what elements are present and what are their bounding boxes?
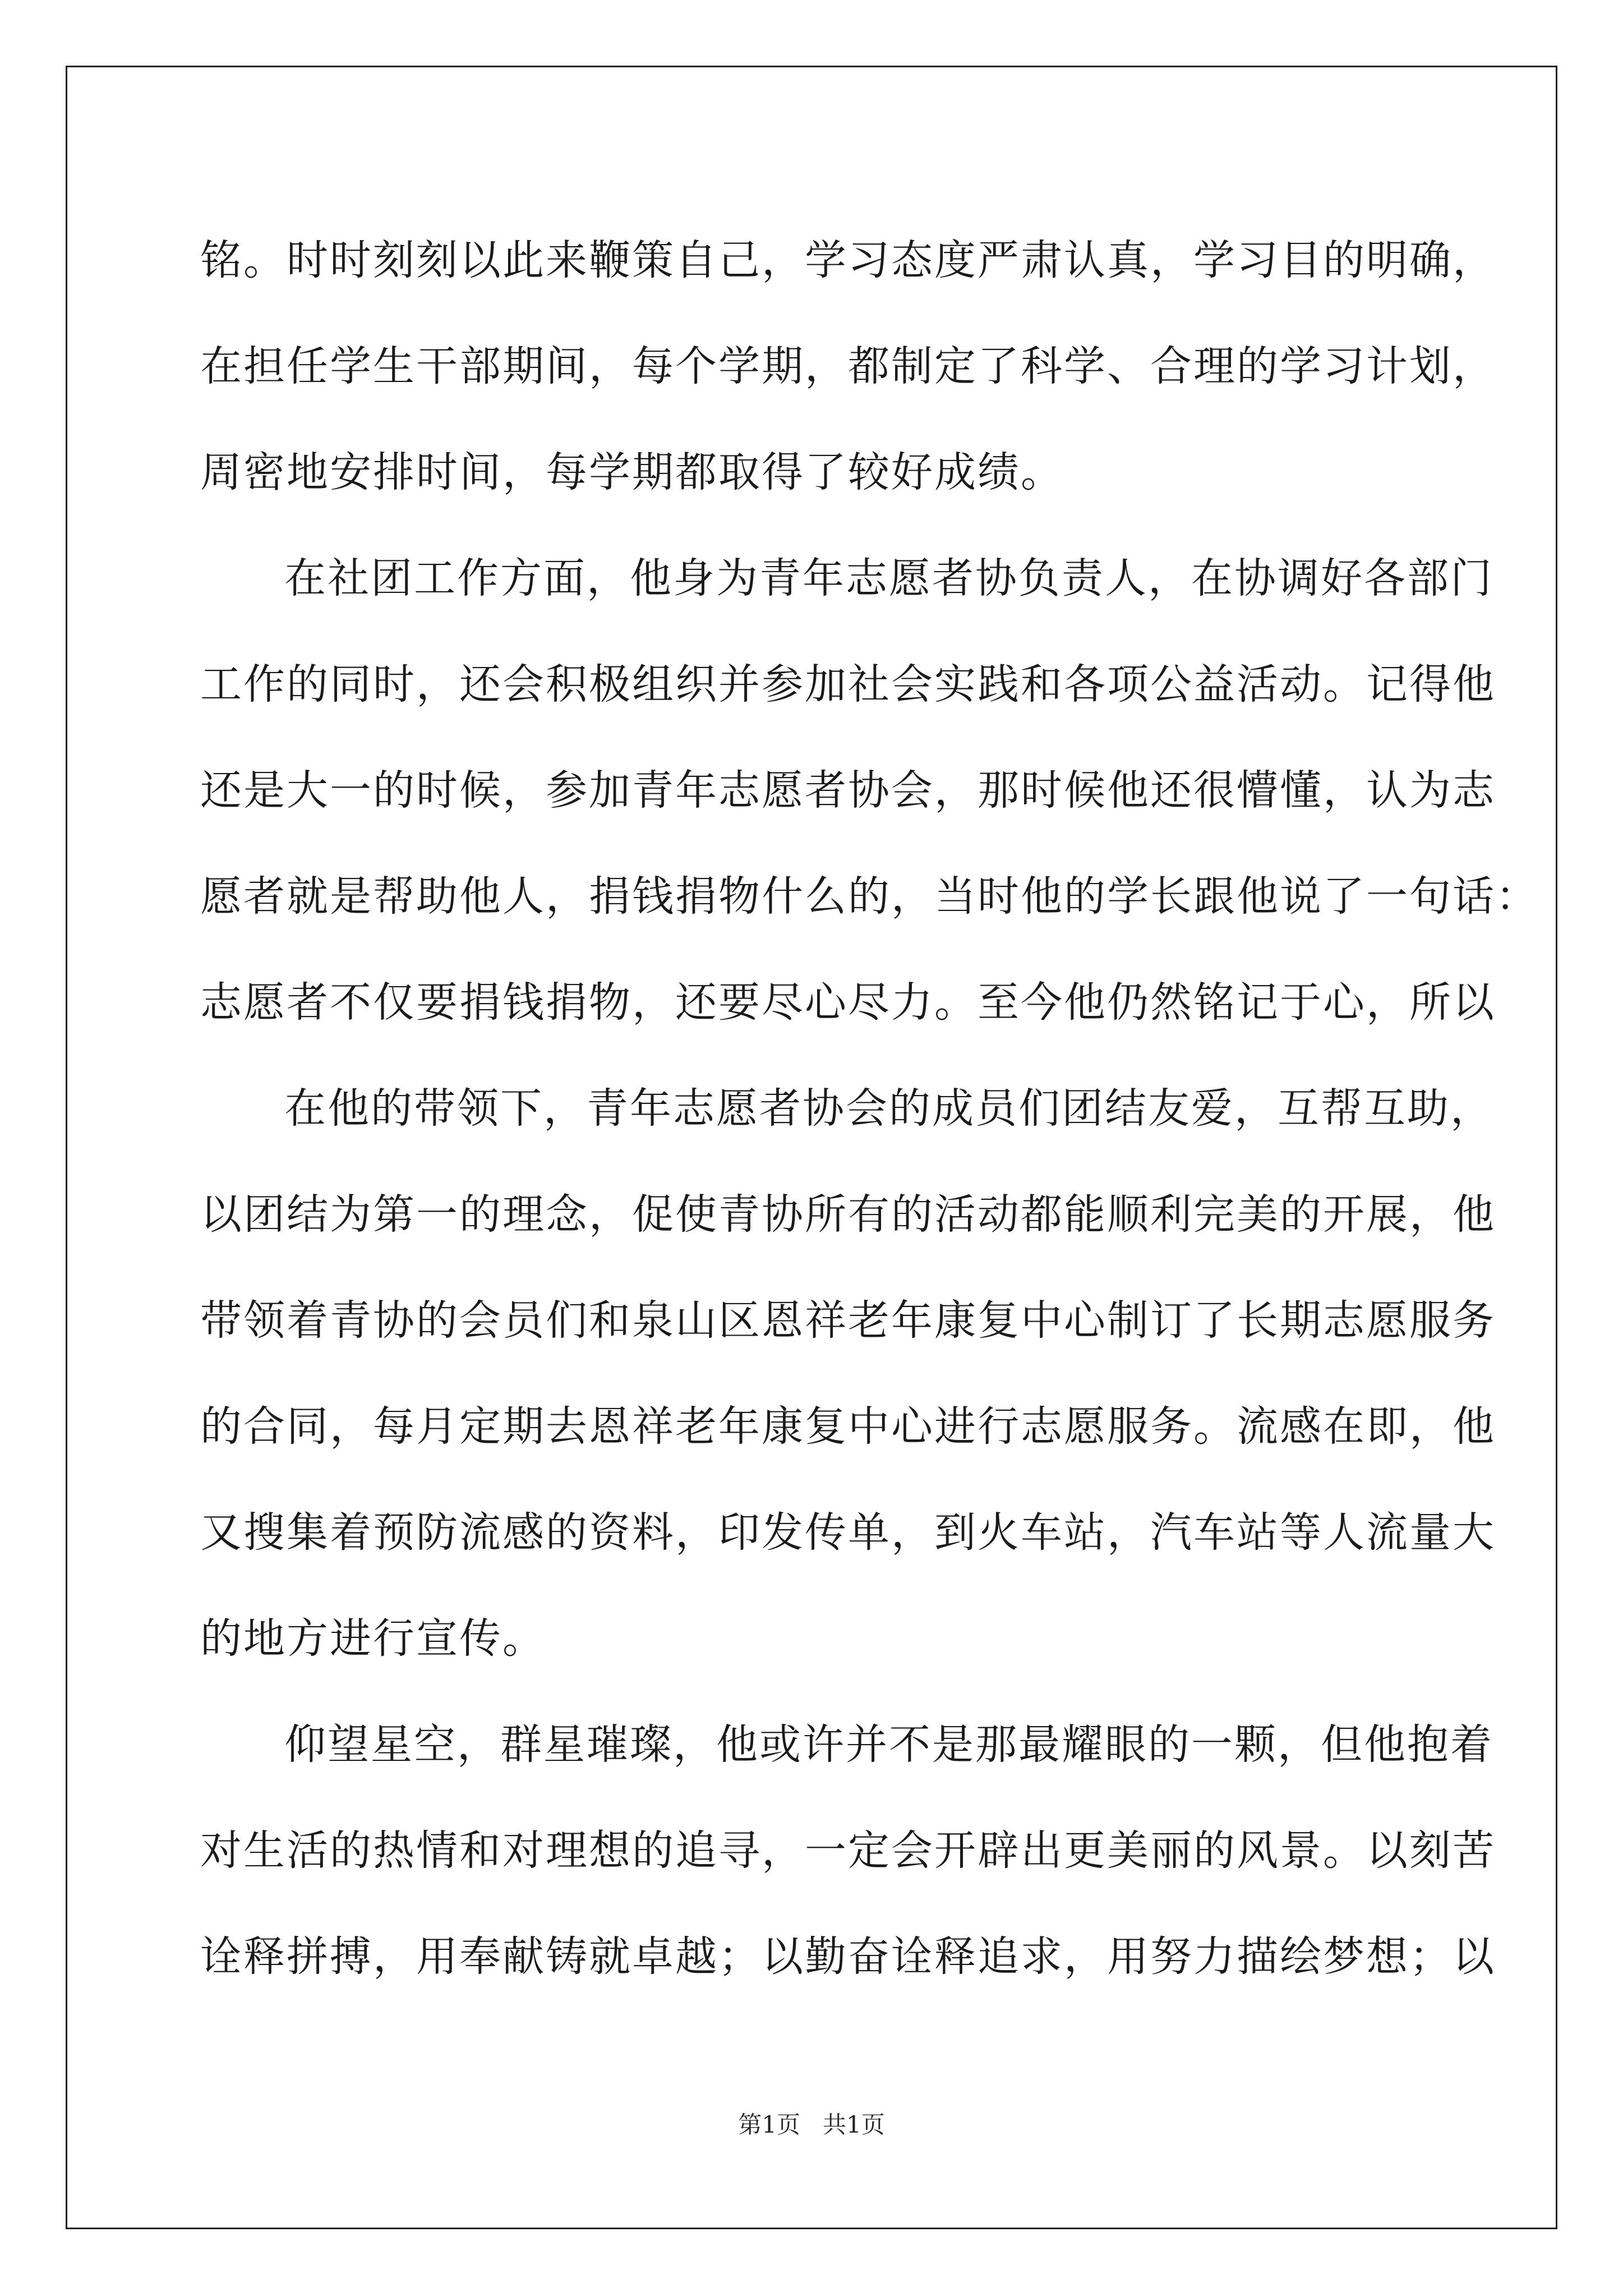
text-line: 的合同，每月定期去恩祥老年康复中心进行志愿服务。流感在即，他: [200, 1402, 1496, 1451]
text-line: 的地方进行宣传。: [200, 1614, 546, 1663]
text-line: 铭。时时刻刻以此来鞭策自己，学习态度严肃认真，学习目的明确，: [200, 236, 1496, 284]
page-number: 第1页: [738, 2111, 800, 2138]
text-line: 在社团工作方面，他身为青年志愿者协负责人，在协调好各部门: [284, 554, 1493, 602]
text-line: 还是大一的时候，参加青年志愿者协会，那时候他还很懵懂，认为志: [200, 766, 1496, 815]
text-line: 在担任学生干部期间，每个学期，都制定了科学、合理的学习计划，: [200, 342, 1496, 390]
document-body: [200, 208, 1539, 2010]
text-line: 仰望星空，群星璀璨，他或许并不是那最耀眼的一颗，但他抱着: [284, 1720, 1493, 1769]
text-line: 对生活的热情和对理想的追寻，一定会开辟出更美丽的风景。以刻苦: [200, 1826, 1496, 1875]
text-line: 又搜集着预防流感的资料，印发传单，到火车站，汽车站等人流量大: [200, 1508, 1496, 1557]
text-line: 在他的带领下，青年志愿者协会的成员们团结友爱，互帮互助，: [284, 1084, 1493, 1133]
text-line: 带领着青协的会员们和泉山区恩祥老年康复中心制订了长期志愿服务: [200, 1296, 1496, 1345]
text-line: 工作的同时，还会积极组织并参加社会实践和各项公益活动。记得他: [200, 660, 1496, 708]
text-line: 周密地安排时间，每学期都取得了较好成绩。: [200, 448, 1064, 496]
text-line: 诠释拼搏，用奉献铸就卓越；以勤奋诠释追求，用努力描绘梦想；以: [200, 1932, 1496, 1981]
page-total: 共1页: [823, 2111, 885, 2138]
text-line: 以团结为第一的理念，促使青协所有的活动都能顺利完美的开展，他: [200, 1190, 1496, 1239]
page-footer: [0, 2106, 1623, 2140]
text-line: 愿者就是帮助他人，捐钱捐物什么的，当时他的学长跟他说了一句话：: [200, 872, 1539, 921]
text-line: 志愿者不仅要捐钱捐物，还要尽心尽力。至今他仍然铭记于心，所以: [200, 978, 1496, 1027]
